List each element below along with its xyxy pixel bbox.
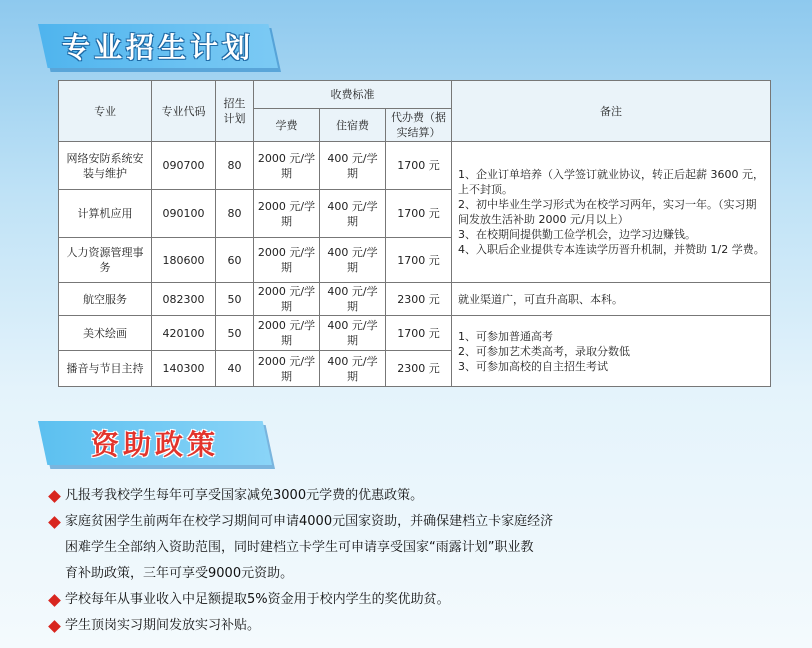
major-cell: 网络安防系统安装与维护 [59, 142, 152, 190]
enrollment-table [58, 80, 771, 387]
plan-cell: 50 [216, 283, 254, 316]
agency-cell: 1700 元 [386, 316, 452, 351]
tuition-cell: 2000 元/学期 [254, 142, 320, 190]
remark-line: 2、可参加艺术类高考，录取分数低 [458, 344, 630, 358]
policy-text: 困难学生全部纳入资助范围，同时建档立卡学生可申请享受国家“雨露计划”职业教 [65, 540, 534, 555]
section-banner-aid [38, 421, 272, 465]
table-row [59, 142, 771, 190]
policy-item [48, 509, 778, 587]
tuition-cell: 2000 元/学期 [254, 190, 320, 238]
code-cell: 090700 [152, 142, 216, 190]
remark-line: 2、初中毕业生学习形式为在校学习两年，实习一年。（实习期间发放生活补助 2000 元/月以上） [458, 198, 757, 226]
agency-cell: 1700 元 [386, 238, 452, 283]
header-major: 专业 [59, 81, 152, 142]
remark-line: 3、可参加高校的自主招生考试 [458, 359, 608, 373]
policy-item [48, 483, 778, 509]
header-remarks: 备注 [452, 81, 771, 142]
policy-text: 家庭贫困学生前两年在校学习期间可申请4000元国家资助，并确保建档立卡家庭经济 [65, 514, 554, 529]
section-title-plan: 专业招生计划 [61, 31, 254, 64]
header-agency: 代办费（据实结算） [386, 109, 452, 142]
code-cell: 082300 [152, 283, 216, 316]
code-cell: 090100 [152, 190, 216, 238]
aid-policy-list [48, 483, 778, 639]
policy-text: 凡报考我校学生每年可享受国家减免3000元学费的优惠政策。 [65, 488, 424, 503]
section-title-aid: 资助政策 [90, 428, 219, 461]
table-row [59, 316, 771, 351]
code-cell: 420100 [152, 316, 216, 351]
major-cell: 美术绘画 [59, 316, 152, 351]
policy-item [48, 613, 778, 639]
major-cell: 播音与节目主持 [59, 351, 152, 387]
code-cell: 140300 [152, 351, 216, 387]
major-cell: 人力资源管理事务 [59, 238, 152, 283]
agency-cell: 2300 元 [386, 351, 452, 387]
policy-text: 学校每年从事业收入中足额提取5%资金用于校内学生的奖优助贫。 [65, 592, 450, 607]
dorm-cell: 400 元/学期 [320, 351, 386, 387]
table-row [59, 283, 771, 316]
dorm-cell: 400 元/学期 [320, 190, 386, 238]
agency-cell: 2300 元 [386, 283, 452, 316]
header-dorm: 住宿费 [320, 109, 386, 142]
remark-line: 4、入职后企业提供专本连读学历晋升机制，并赞助 1/2 学费。 [458, 243, 765, 256]
remark-line: 1、企业订单培养（入学签订就业协议，转正后起薪 3600 元，上不封顶。 [458, 168, 764, 196]
policy-text: 育补助政策，三年可享受9000元资助。 [65, 566, 294, 581]
header-code: 专业代码 [152, 81, 216, 142]
plan-cell: 50 [216, 316, 254, 351]
tuition-cell: 2000 元/学期 [254, 238, 320, 283]
code-cell: 180600 [152, 238, 216, 283]
policy-item [48, 587, 778, 613]
tuition-cell: 2000 元/学期 [254, 283, 320, 316]
agency-cell: 1700 元 [386, 190, 452, 238]
remark-line: 3、在校期间提供勤工俭学机会，边学习边赚钱。 [458, 228, 696, 241]
dorm-cell: 400 元/学期 [320, 316, 386, 351]
remarks-group-2: 就业渠道广，可直升高职、本科。 [452, 283, 771, 316]
dorm-cell: 400 元/学期 [320, 238, 386, 283]
remarks-group-1 [452, 142, 771, 283]
major-cell: 航空服务 [59, 283, 152, 316]
header-plan: 招生计划 [216, 81, 254, 142]
policy-text: 学生顶岗实习期间发放实习补贴。 [65, 618, 261, 633]
plan-cell: 80 [216, 142, 254, 190]
remark-line: 1、可参加普通高考 [458, 329, 553, 343]
dorm-cell: 400 元/学期 [320, 283, 386, 316]
dorm-cell: 400 元/学期 [320, 142, 386, 190]
header-fees: 收费标准 [254, 81, 452, 109]
remarks-group-3 [452, 316, 771, 387]
major-cell: 计算机应用 [59, 190, 152, 238]
header-tuition: 学费 [254, 109, 320, 142]
plan-cell: 60 [216, 238, 254, 283]
section-banner-plan [38, 24, 278, 68]
agency-cell: 1700 元 [386, 142, 452, 190]
tuition-cell: 2000 元/学期 [254, 316, 320, 351]
plan-cell: 80 [216, 190, 254, 238]
plan-cell: 40 [216, 351, 254, 387]
tuition-cell: 2000 元/学期 [254, 351, 320, 387]
